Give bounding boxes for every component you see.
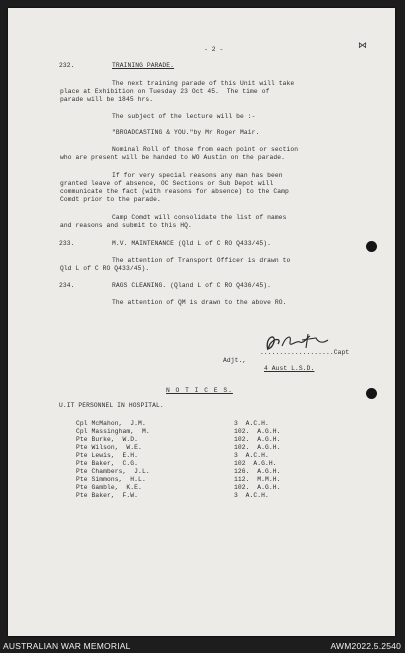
paragraph-line: who are present will be handed to WO Austin on the parade. xyxy=(60,154,285,161)
lecture-title: "BROADCASTING & YOU."by Mr Roger Mair. xyxy=(112,129,260,136)
paragraph-line: The next training parade of this Unit will take xyxy=(112,80,295,87)
hospital-row-unit: 112. M.M.H. xyxy=(234,476,281,483)
hospital-row-unit: 102. A.G.H. xyxy=(234,444,281,451)
item-title-rags-cleaning: RAGS CLEANING. (Qland L of C RO Q436/45). xyxy=(112,282,272,289)
archive-reference: AWM2022.5.2540 xyxy=(330,641,401,651)
hospital-row-name: Pte Burke, W.D. xyxy=(76,436,139,443)
hospital-row-unit: 3 A.C.H. xyxy=(234,492,269,499)
paragraph-line: place at Exhibition on Tuesday 23 Oct 45. The time of xyxy=(60,88,270,95)
paragraph-line: The attention of QM is drawn to the above RO. xyxy=(112,299,287,306)
paragraph-line: If for very special reasons any man has been xyxy=(112,172,283,179)
hospital-row-name: Pte Baker, C.G. xyxy=(76,460,139,467)
hospital-row-name: Pte Wilson, W.E. xyxy=(76,444,142,451)
hospital-row-unit: 102. A.G.H. xyxy=(234,484,281,491)
punch-hole xyxy=(366,241,377,252)
paragraph-line: parade will be 1845 hrs. xyxy=(60,96,154,103)
signature-appointment: Adjt., xyxy=(223,357,247,364)
document-page xyxy=(8,8,395,636)
paragraph-line: granted leave of absence, OC Sections or Sub Depot will xyxy=(60,180,274,187)
item-title-training-parade: TRAINING PARADE. xyxy=(112,62,175,69)
corner-mark: ⋈ xyxy=(358,41,368,51)
paragraph-line: The attention of Transport Officer is drawn to xyxy=(112,257,291,264)
paragraph-line: The subject of the lecture will be :- xyxy=(112,113,256,120)
archive-footer xyxy=(0,638,405,653)
hospital-row-unit: 126. A.G.H. xyxy=(234,468,281,475)
hospital-row-name: Cpl McMahon, J.M. xyxy=(76,420,146,427)
hospital-row-name: Cpl Massingham, M. xyxy=(76,428,150,435)
item-number-233: 233. xyxy=(59,240,75,247)
hospital-row-unit: 102. A.G.H. xyxy=(234,436,281,443)
paragraph-line: Camp Comdt will consolidate the list of names xyxy=(112,214,287,221)
hospital-row-name: Pte Gamble, K.E. xyxy=(76,484,142,491)
paragraph-line: Comdt prior to the parade. xyxy=(60,196,161,203)
punch-hole xyxy=(366,388,377,399)
hospital-row-name: Pte Lewis, E.H. xyxy=(76,452,139,459)
item-title-mv-maintenance: M.V. MAINTENANCE (Qld L of C RO Q433/45). xyxy=(112,240,272,247)
hospital-row-name: Pte Simmons, H.L. xyxy=(76,476,146,483)
paragraph-line: and reasons and submit to this HQ. xyxy=(60,222,192,229)
notices-subheading: U.IT PERSONNEL IN HOSPITAL. xyxy=(59,402,164,409)
hospital-row-unit: 102. A.G.H. xyxy=(234,428,281,435)
page-number: - 2 - xyxy=(204,46,224,53)
item-number-234: 234. xyxy=(59,282,75,289)
hospital-row-name: Pte Baker, F.W. xyxy=(76,492,139,499)
hospital-row-unit: 3 A.C.H. xyxy=(234,420,269,427)
hospital-row-name: Pte Chambers, J.L. xyxy=(76,468,150,475)
item-number-232: 232. xyxy=(59,62,75,69)
archive-name: AUSTRALIAN WAR MEMORIAL xyxy=(3,641,131,651)
signature-unit: 4 Aust L.S.D. xyxy=(264,365,315,372)
hospital-row-unit: 3 A.C.H. xyxy=(234,452,269,459)
signature-line: ...................Capt xyxy=(260,349,350,356)
notices-heading: N O T I C E S. xyxy=(166,387,233,394)
paragraph-line: Qld L of C RO Q433/45). xyxy=(60,265,150,272)
paragraph-line: Nominal Roll of those from each point or section xyxy=(112,146,299,153)
paragraph-line: communicate the fact (with reasons for absence) to the Camp xyxy=(60,188,289,195)
hospital-row-unit: 102 A.G.H. xyxy=(234,460,277,467)
